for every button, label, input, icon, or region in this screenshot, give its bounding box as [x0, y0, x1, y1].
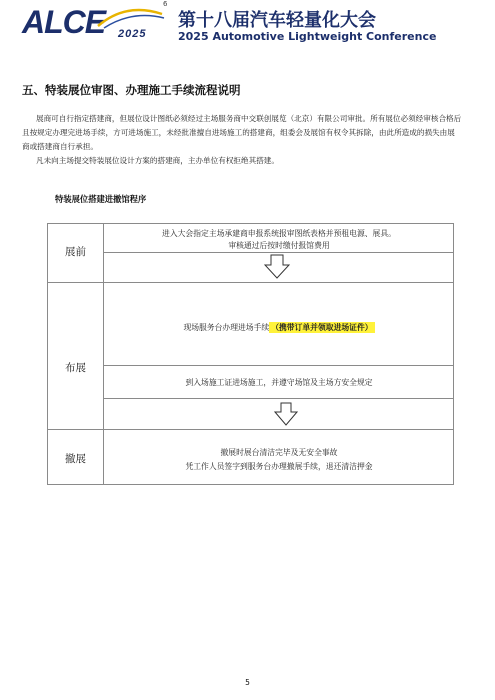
logo-year: 2025	[118, 28, 147, 40]
conference-title-cn: 第十八届汽车轻量化大会	[178, 10, 376, 31]
phase-label-build: 布展	[65, 362, 86, 374]
step-divider	[104, 365, 454, 366]
row-divider	[47, 429, 454, 430]
step-build-2: 到入场施工证进场施工，并遵守场馆及主场方安全规定	[185, 378, 373, 387]
highlighted-note: （携带订单并领取进场证件）	[271, 323, 373, 332]
alce-logo: ALCE	[22, 4, 106, 40]
step-divider	[104, 252, 454, 253]
procedure-title: 特装展位搭建进撤馆程序	[55, 194, 147, 204]
step-pre-1: 进入大会指定主场承建商申报系统报审图纸表格并预租电源、展具。	[162, 229, 396, 238]
down-arrow-icon	[274, 402, 298, 426]
procedure-flow-table	[47, 223, 454, 485]
phase-label-dismantle: 撤展	[65, 453, 86, 465]
row-divider	[47, 282, 454, 283]
step-dismantle-2: 凭工作人员签字到服务台办理撤展手续，退还清洁押金	[185, 462, 373, 471]
phase-label-pre: 展前	[65, 246, 86, 258]
paragraph-approval: 展商可自行指定搭建商，但展位设计图纸必须经过主场服务商中交联创展览（北京）有限公司审批。所有展位必须经审核合格后且按规定办理完进场手续，方可进场施工，未经批准擅自进场施工的搭建商，组委会及展馆有权令其拆除，由此所造成的损失由展商或搭建商自行承担。	[22, 114, 462, 151]
page-number: 5	[245, 678, 250, 687]
logo-superscript: 6	[163, 0, 168, 8]
logo-swoosh-icon	[96, 6, 166, 30]
paragraph-refusal: 凡未向主场提交特装展位设计方案的搭建商，主办单位有权拒绝其搭建。	[36, 156, 279, 165]
conference-title-en: 2025 Automotive Lightweight Conference	[178, 30, 437, 43]
phase-cell-build	[47, 282, 104, 429]
step-pre-2: 审核通过后按时缴付报馆费用	[228, 241, 330, 250]
step-build-1	[104, 322, 454, 333]
down-arrow-icon	[264, 254, 290, 279]
step-dismantle-1: 撤展时展台清洁完毕及无安全事故	[220, 448, 338, 457]
step-divider	[104, 398, 454, 399]
section-title: 五、特装展位审图、办理施工手续流程说明	[22, 83, 241, 97]
step-build-1-text: 现场服务台办理进场手续	[183, 323, 270, 332]
